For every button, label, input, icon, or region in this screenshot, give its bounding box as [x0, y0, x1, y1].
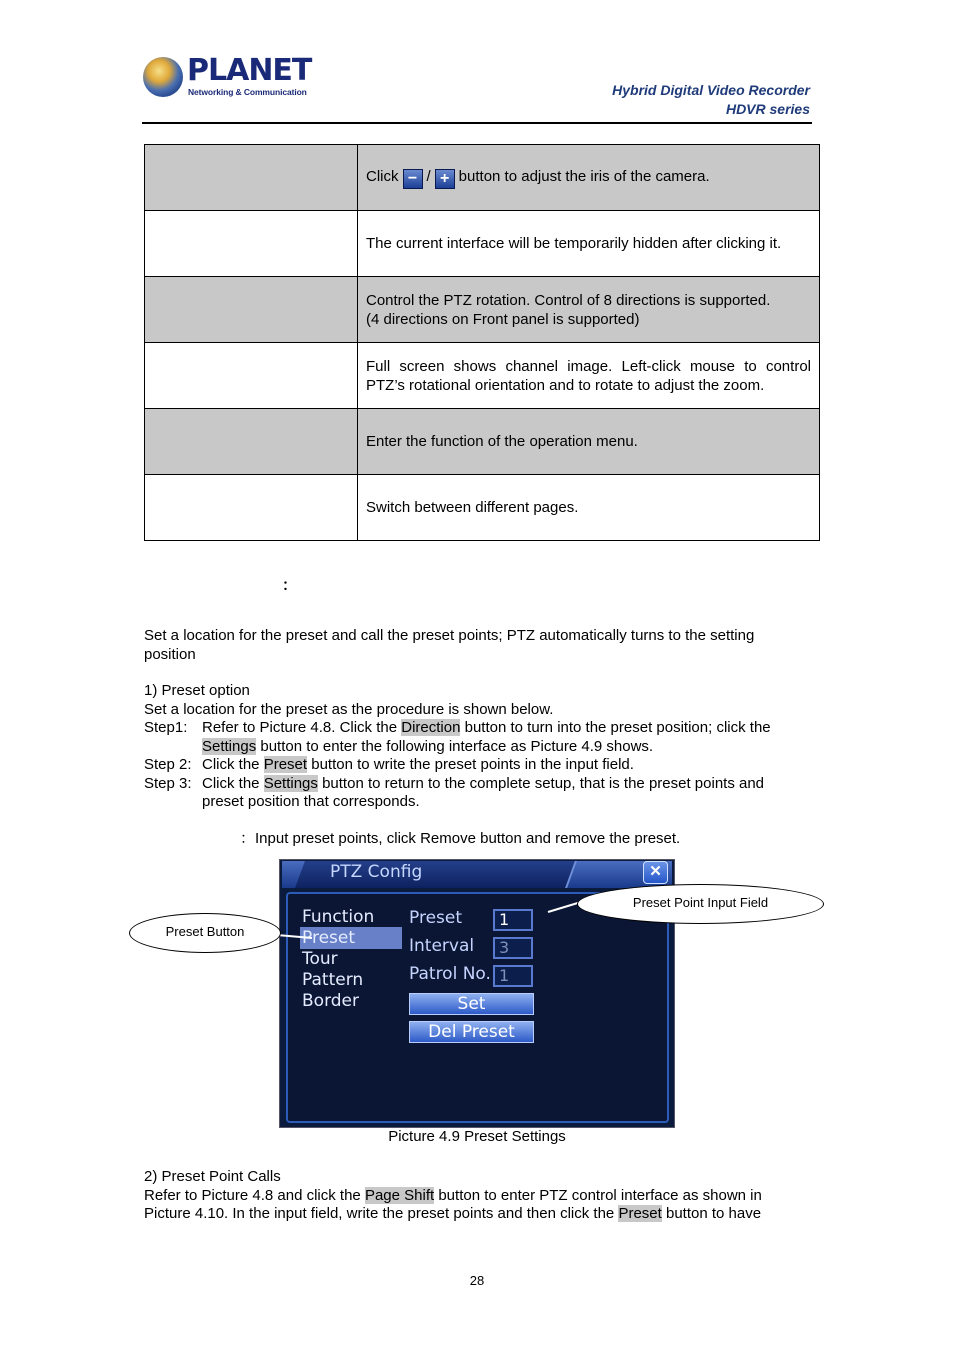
- section-title: 1) Preset option: [144, 682, 250, 699]
- menu-item-preset[interactable]: Preset: [302, 928, 356, 948]
- section-text: Set a location for the preset as the procedure is shown below.: [144, 700, 554, 718]
- page-number: 28: [469, 1273, 485, 1288]
- preset-button-callout: Preset Button: [129, 913, 281, 953]
- patrol-no-input[interactable]: 1: [493, 965, 533, 987]
- step-1: Step1: Refer to Picture 4.8. Click the Direction button to turn into the preset position; click the: [144, 719, 771, 736]
- step-3: Step 3: Click the Settings button to return to the complete setup, that is the preset points and: [144, 774, 765, 792]
- menu-item-border[interactable]: Border: [302, 991, 359, 1011]
- section-colon: ：: [282, 577, 298, 594]
- preset-option-section: 1) Preset option Set a location for the preset as the procedure is shown below. Step1: Refer to Picture 4.8. Click the Direction button to turn into the preset position; click the Settings button to enter the following interface as Picture 4.9 shows. Step 2: Click the Preset button to write the preset points in the input field. Step 3: Click the Settings button to return to the complete setup, that is the preset points and preset position that corresponds.: [144, 682, 771, 810]
- close-icon[interactable]: ✕: [643, 861, 668, 884]
- settings-button-ref: Settings: [202, 737, 257, 755]
- logo-tagline: Networking & Communication: [188, 87, 307, 97]
- set-button[interactable]: Set: [409, 993, 534, 1015]
- doc-series: HDVR series: [725, 101, 810, 117]
- step-2: Step 2: Click the Preset button to write the preset points in the input field.: [144, 756, 634, 773]
- preset-input[interactable]: 1: [493, 909, 533, 931]
- minus-button-icon: −: [403, 169, 423, 189]
- note-text: ：Input preset points, click Remove button and remove the preset.: [240, 830, 681, 847]
- settings-button-ref: Settings: [263, 774, 318, 792]
- preset-button-ref: Preset: [618, 1205, 662, 1222]
- preset-calls-section: 2) Preset Point Calls Refer to Picture 4.8 and click the Page Shift button to enter PTZ control interface as shown in Picture 4.10. In the input field, write the preset points and then click the Preset button to have: [144, 1168, 806, 1224]
- page-shift-button-ref: Page Shift: [364, 1186, 435, 1204]
- table-cell-desc: Control the PTZ rotation. Control of 8 directions is supported. (4 directions on Front panel is supported): [358, 277, 820, 343]
- intro-paragraph: Set a location for the preset and call the preset points; PTZ automatically turns to the setting position: [144, 627, 755, 663]
- menu-item-tour[interactable]: Tour: [302, 949, 338, 969]
- plus-button-icon: +: [435, 169, 455, 189]
- table-cell-desc: Full screen shows channel image. Left-click mouse to control PTZ’s rotational orientation and to rotate to adjust the zoom.: [358, 343, 820, 409]
- table-cell-desc: Click − / + button to adjust the iris of the camera.: [358, 145, 820, 211]
- preset-button-ref: Preset: [263, 756, 308, 773]
- figure-caption: Picture 4.9 Preset Settings: [388, 1128, 566, 1145]
- table-cell-desc: Enter the function of the operation menu.: [358, 409, 820, 475]
- menu-item-function: Function: [302, 907, 375, 927]
- preset-label: Preset: [409, 908, 463, 928]
- section-title: 2) Preset Point Calls: [144, 1168, 281, 1185]
- direction-button-ref: Direction: [401, 719, 461, 736]
- interval-label: Interval: [409, 936, 475, 956]
- interval-input[interactable]: 3: [493, 937, 533, 959]
- del-preset-button[interactable]: Del Preset: [409, 1021, 534, 1043]
- patrol-no-label: Patrol No.: [409, 964, 491, 984]
- table-cell-desc: The current interface will be temporarily hidden after clicking it.: [358, 211, 820, 277]
- preset-input-callout: Preset Point Input Field: [577, 884, 824, 924]
- table-cell-desc: Switch between different pages.: [358, 475, 820, 541]
- menu-item-pattern[interactable]: Pattern: [302, 970, 364, 990]
- logo-name: PLANET: [187, 53, 312, 88]
- window-title: PTZ Config: [330, 862, 423, 882]
- doc-title: Hybrid Digital Video Recorder: [612, 82, 810, 98]
